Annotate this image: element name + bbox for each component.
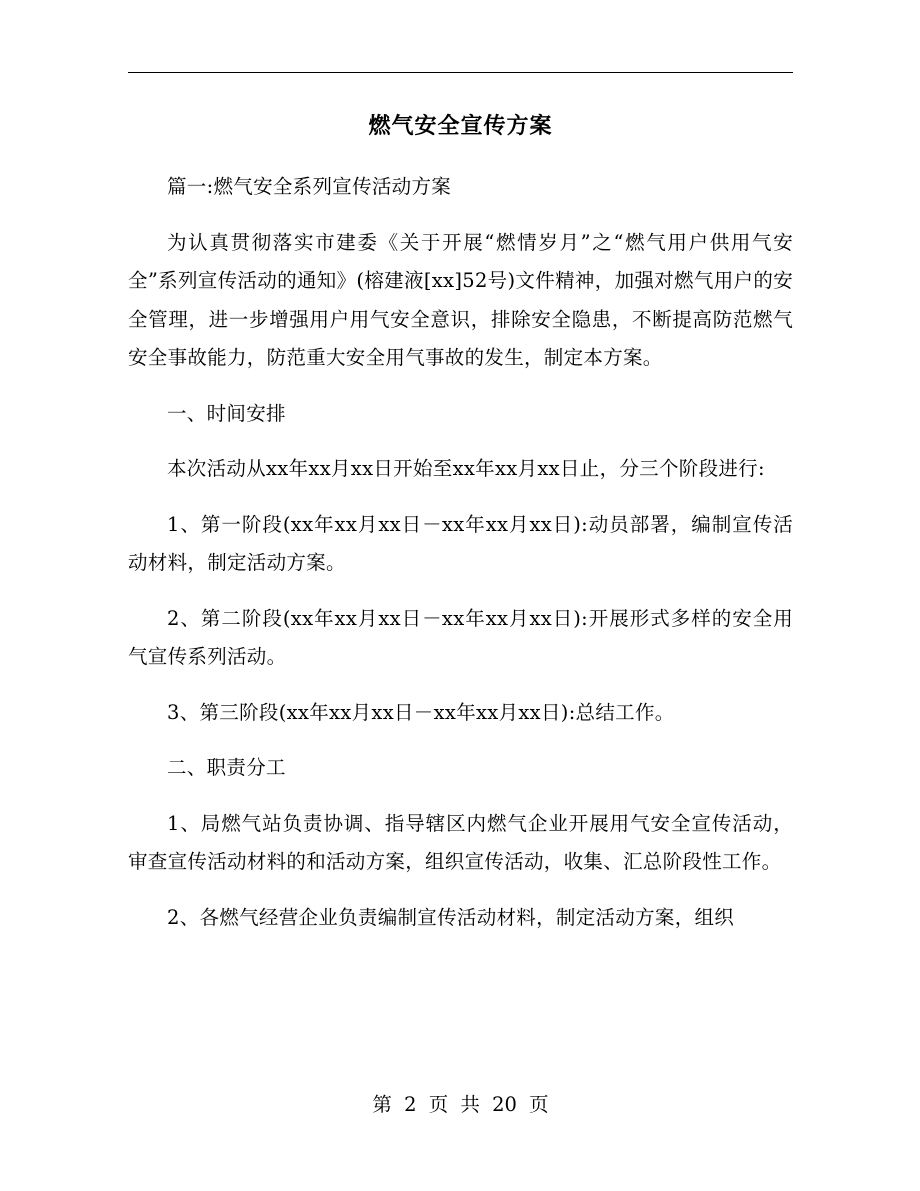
paragraph-section-heading: 篇一:燃气安全系列宣传活动方案 [167,175,452,198]
document-title: 燃气安全宣传方案 [368,113,553,139]
document-body [128,168,793,954]
paragraph-responsibility-2: 2、各燃气经营企业负责编制宣传活动材料，制定活动方案，组织 [167,905,735,929]
page-number-footer: 第 2 页 共 20 页 [372,1093,549,1116]
paragraph-phase-2: 2、第二阶段(xx年xx月xx日－xx年xx月xx日):开展形式多样的安全用气宣传系列活动。 [128,606,793,668]
paragraph-phase-3: 3、第三阶段(xx年xx月xx日－xx年xx月xx日):总结工作。 [167,700,675,724]
paragraph-phase-1: 1、第一阶段(xx年xx月xx日－xx年xx月xx日):动员部署，编制宣传活动材料，制定活动方案。 [128,512,793,574]
paragraph-schedule-overview: 本次活动从xx年xx月xx日开始至xx年xx月xx日止，分三个阶段进行: [167,457,765,480]
header-rule [128,72,793,73]
heading-responsibilities: 二、职责分工 [167,756,286,779]
paragraph-responsibility-1: 1、局燃气站负责协调、指导辖区内燃气企业开展用气安全宣传活动，审查宣传活动材料的和活动方案，组织宣传活动，收集、汇总阶段性工作。 [128,811,793,873]
paragraph-intro: 为认真贯彻落实市建委《关于开展“燃情岁月”之“燃气用户供用气安全”系列宣传活动的通知》(榕建液[xx]52号)文件精神，加强对燃气用户的安全管理，进一步增强用户用气安全意识，排除安全隐患，不断提高防范燃气安全事故能力，防范重大安全用气事故的发生，制定本方案。 [128,230,793,369]
heading-time-schedule: 一、时间安排 [167,401,286,425]
